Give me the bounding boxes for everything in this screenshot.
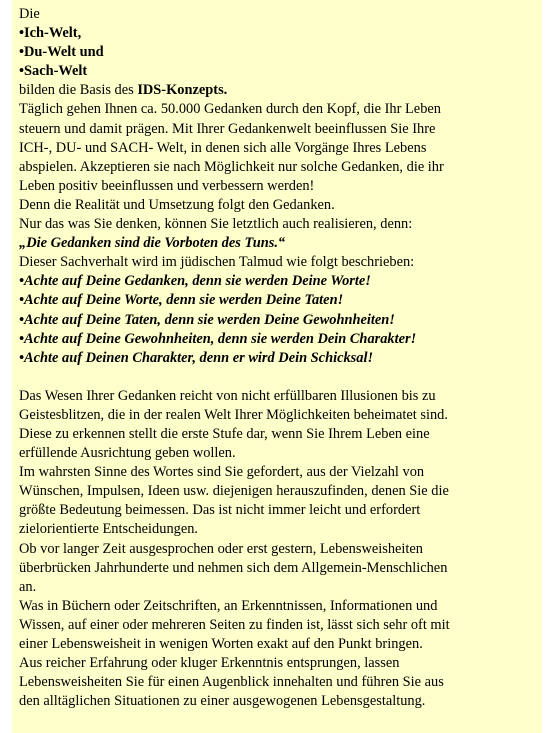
talmud-item: •Achte auf Deine Taten, denn sie werden Deine Gewohnheiten!	[19, 311, 395, 328]
bullet-du-welt: •Du-Welt und	[19, 44, 104, 61]
talmud-item: •Achte auf Deinen Charakter, denn er wird Dein Schicksal!	[19, 349, 374, 366]
paragraph-line: Geistesblitzen, die in der realen Welt Ihrer Möglichkeiten beheimatet sind.	[19, 406, 448, 423]
paragraph-line: ICH-, DU- und SACH- Welt, in denen sich alle Vorgänge Ihres Lebens	[19, 139, 427, 156]
ids-konzept-term: IDS-Konzepts.	[137, 82, 228, 99]
paragraph-line: Das Wesen Ihrer Gedanken reicht von nicht erfüllbaren Illusionen bis zu	[19, 387, 436, 404]
paragraph-line: Denn die Realität und Umsetzung folgt den Gedanken.	[19, 196, 335, 213]
talmud-item: •Achte auf Deine Worte, denn sie werden Deine Taten!	[19, 292, 344, 309]
paragraph-line: Wünschen, Impulsen, Ideen usw. diejenigen herauszufinden, denen Sie die	[19, 483, 449, 500]
talmud-item: •Achte auf Deine Gewohnheiten, denn sie werden Dein Charakter!	[19, 330, 417, 347]
paragraph-line: den alltäglichen Situationen zu einer ausgewogenen Lebensgestaltung.	[19, 693, 426, 710]
quote: „Die Gedanken sind die Vorboten des Tuns.“	[19, 235, 286, 252]
paragraph-line: Ob vor langer Zeit ausgesprochen oder erst gestern, Lebensweisheiten	[19, 540, 423, 557]
intro-word: Die	[19, 6, 40, 22]
paragraph-spacer	[19, 368, 538, 387]
talmud-list	[19, 272, 538, 367]
paragraph-line: Nur das was Sie denken, können Sie letztlich auch realisieren, denn:	[19, 216, 413, 233]
document-page	[12, 0, 542, 733]
paragraph-line: Täglich gehen Ihnen ca. 50.000 Gedanken durch den Kopf, die Ihr Leben	[19, 101, 441, 118]
bullet-sach-welt: •Sach-Welt	[19, 63, 88, 80]
bullet-ich-welt: •Ich-Welt,	[19, 25, 82, 42]
paragraph-line: steuern und damit prägen. Mit Ihrer Gedankenwelt beeinflussen Sie Ihre	[19, 120, 436, 137]
paragraph-line: einer Lebensweisheit in wenigen Worten exakt auf den Punkt bringen.	[19, 636, 423, 652]
paragraph-line: abspielen. Akzeptieren sie nach Möglichkeit nur solche Gedanken, die ihr	[19, 158, 444, 175]
paragraph-line: erfüllende Ausrichtung geben wollen.	[19, 445, 236, 462]
talmud-intro: Dieser Sachverhalt wird im jüdischen Talmud wie folgt beschrieben:	[19, 254, 415, 271]
paragraph-line: überbrücken Jahrhunderte und nehmen sich dem Allgemein-Menschlichen	[19, 559, 448, 576]
paragraph-line: Leben positiv beeinflussen und verbessern werden!	[19, 177, 315, 194]
paragraph-line: Diese zu erkennen stellt die erste Stufe dar, wenn Sie Ihrem Leben eine	[19, 425, 430, 442]
paragraph-line: Was in Büchern oder Zeitschriften, an Erkenntnissen, Informationen und	[19, 597, 438, 614]
paragraph-line: Aus reicher Erfahrung oder kluger Erkenntnis entsprungen, lassen	[19, 655, 400, 672]
paragraph-1	[19, 100, 538, 234]
paragraph-2	[19, 387, 538, 712]
basis-prefix: bilden die Basis des	[19, 82, 138, 99]
paragraph-line: zielorientierte Entscheidungen.	[19, 521, 199, 538]
paragraph-line: Im wahrsten Sinne des Wortes sind Sie gefordert, aus der Vielzahl von	[19, 464, 425, 481]
paragraph-line: Wissen, auf einer oder mehreren Seiten zu finden ist, lässt sich sehr oft mit	[19, 616, 450, 633]
talmud-item: •Achte auf Deine Gedanken, denn sie werden Deine Worte!	[19, 273, 371, 290]
basis-line	[19, 81, 538, 100]
paragraph-line: größte Bedeutung beimessen. Das ist nicht immer leicht und erfordert	[19, 502, 421, 519]
paragraph-line: an.	[19, 578, 37, 595]
paragraph-line: Lebensweisheiten Sie für einen Augenblick innehalten und führen Sie aus	[19, 674, 444, 691]
